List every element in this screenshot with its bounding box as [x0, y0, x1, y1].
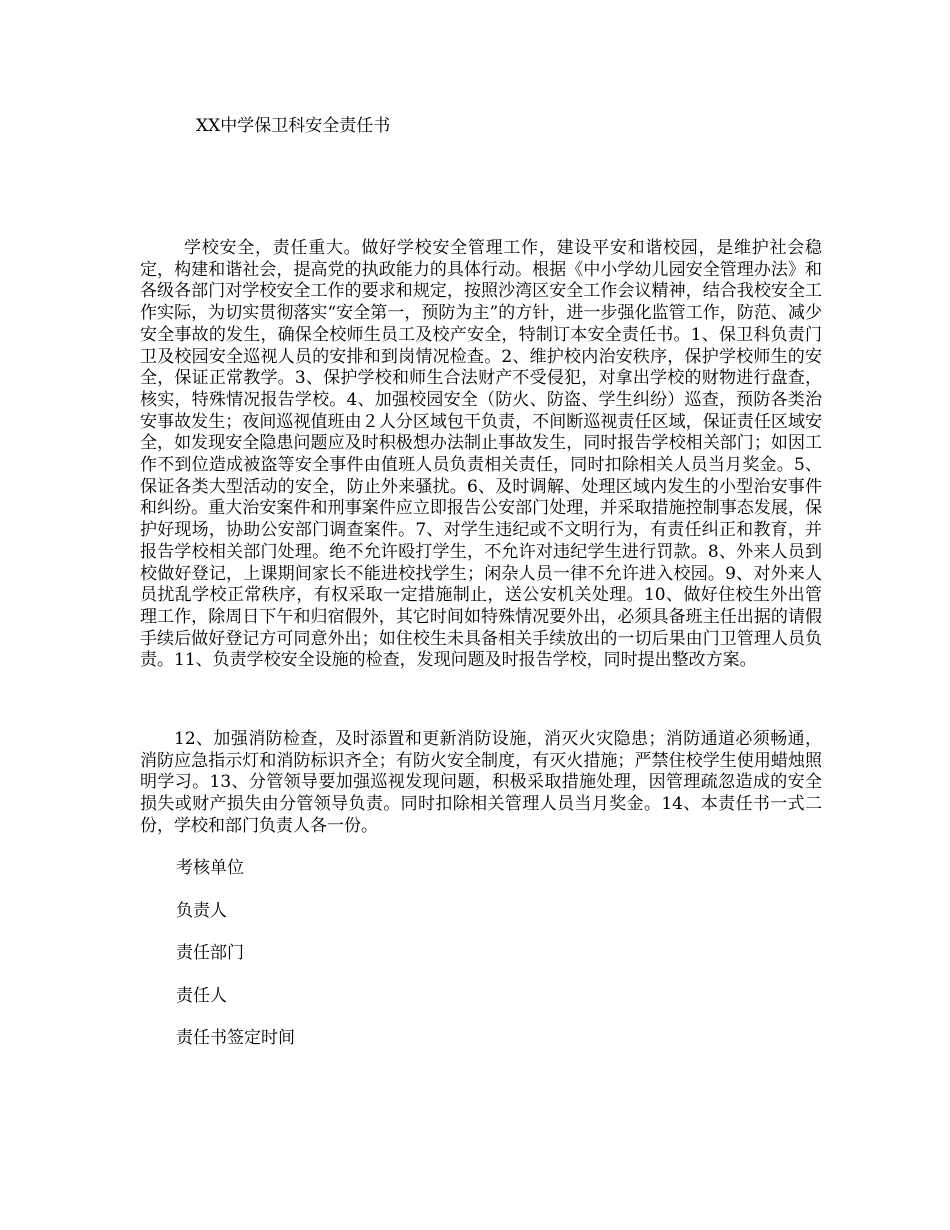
- signature-field-signing-date: 责任书签定时间: [176, 1028, 295, 1048]
- signature-field-responsible-department: 责任部门: [176, 943, 244, 963]
- signature-field-person-in-charge: 负责人: [176, 900, 227, 921]
- body-paragraph-1: 学校安全，责任重大。做好学校安全管理工作，建设平安和谐校园，是维护社会稳定，构建和谐社会，提高党的执政能力的具体行动。根据《中小学幼儿园安全管理办法》和各级各部门对学校安全工作的要求和规定，按照沙湾区安全工作会议精神，结合我校安全工作实际，为切实贯彻落实“安全第一，预防为主”的方针，进一步强化监管工作，防范、减少安全事故的发生，确保全校师生员工及校产安全，特制订本安全责任书。1、保卫科负责门卫及校园安全巡视人员的安排和到岗情况检查。2、维护校内治安秩序，保护学校师生的安全，保证正常教学。3、保护学校和师生合法财产不受侵犯，对拿出学校的财物进行盘查，核实，特殊情况报告学校。4、加强校园安全（防火、防盗、学生纠纷）巡查，预防各类治安事故发生；夜间巡视值班由２人分区域包干负责，不间断巡视责任区域，保证责任区域安全，如发现安全隐患问题应及时积极想办法制止事故发生，同时报告学校相关部门；如因工作不到位造成被盗等安全事件由值班人员负责相关责任，同时扣除相关人员当月奖金。5、保证各类大型活动的安全，防止外来骚扰。6、及时调解、处理区域内发生的小型治安事件和纠纷。重大治安案件和刑事案件应立即报告公安部门处理，并采取措施控制事态发展，保护好现场，协助公安部门调查案件。7、对学生违纪或不文明行为，有责任纠正和教育，并报告学校相关部门处理。绝不允许殴打学生，不允许对违纪学生进行罚款。8、外来人员到校做好登记，上课期间家长不能进校找学生；闲杂人员一律不允许进入校园。9、对外来人员扰乱学校正常秩序，有权采取一定措施制止，送公安机关处理。10、做好住校生外出管理工作，除周日下午和归宿假外，其它时间如特殊情况要外出，必须具备班主任出据的请假手续后做好登记方可同意外出；如住校生未具备相关手续放出的一切后果由门卫管理人员负责。11、负责学校安全设施的检查，发现问题及时报告学校，同时提出整改方案。: [140, 238, 822, 671]
- signature-field-list: [176, 857, 295, 1070]
- document-title: XX中学保卫科安全责任书: [196, 116, 391, 136]
- signature-field-assessment-unit: 考核单位: [176, 858, 244, 878]
- body-paragraph-2: 12、加强消防检查，及时添置和更新消防设施，消灭火灾隐患；消防通道必须畅通，消防应急指示灯和消防标识齐全；有防火安全制度，有灭火措施；严禁住校学生使用蜡烛照明学习。13、分管领导要加强巡视发现问题，积极采取措施处理，因管理疏忽造成的安全损失或财产损失由分管领导负责。同时扣除相关管理人员当月奖金。14、本责任书一式二份，学校和部门负责人各一份。: [140, 729, 822, 836]
- signature-field-responsible-person: 责任人: [176, 985, 227, 1006]
